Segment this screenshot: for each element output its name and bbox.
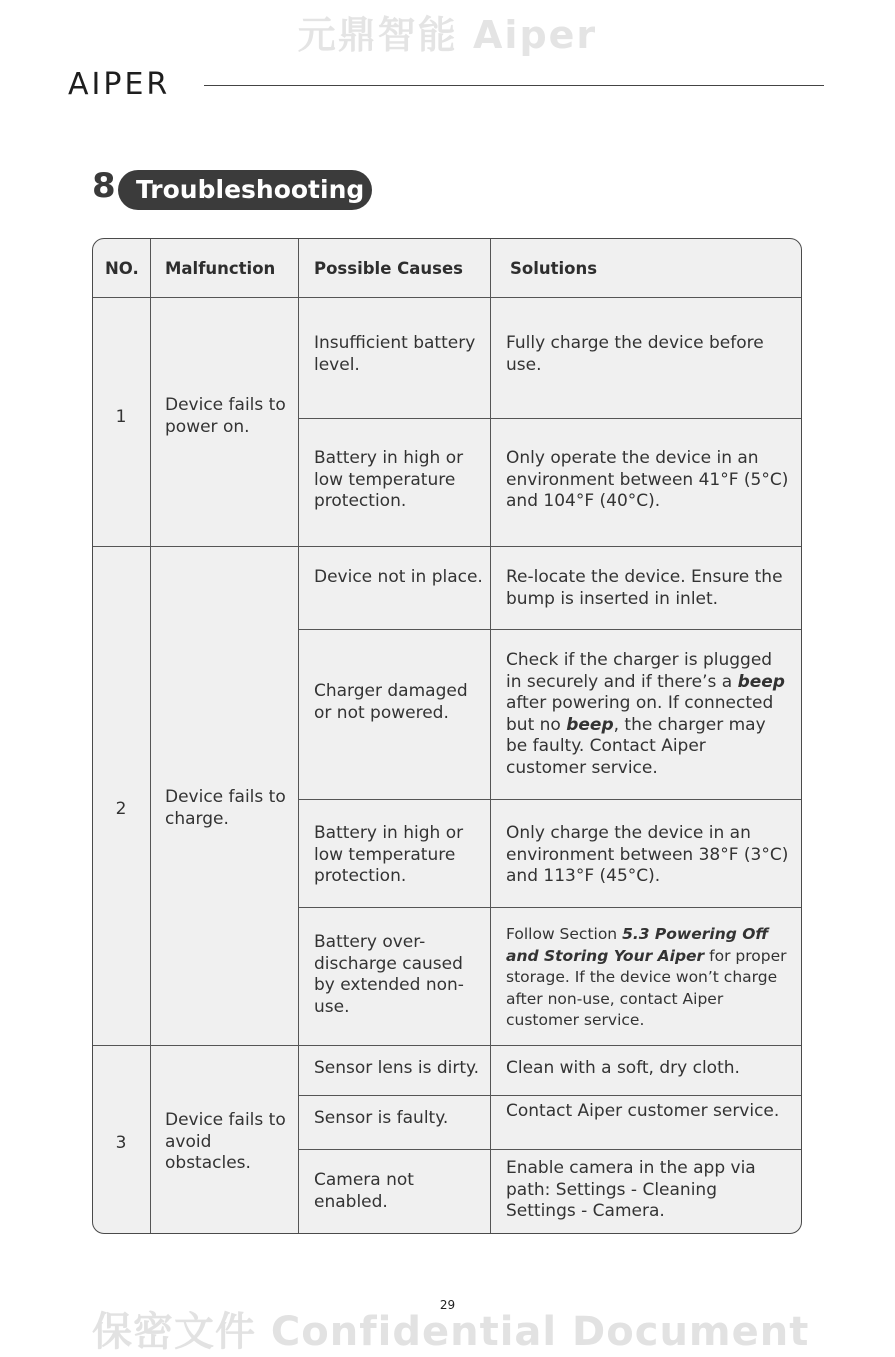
solution-cell: Only operate the device in an environment between 41°F (5°C) and 104°F (40°C). [506, 448, 789, 511]
watermark-top: 元鼎智能 Aiper [297, 13, 598, 57]
section-number: 8 [92, 166, 116, 206]
header-solutions: Solutions [510, 259, 598, 278]
solution-cell: Only charge the device in an environment between 38°F (3°C) and 113°F (45°C). [506, 823, 789, 886]
cause-cell: Battery over-discharge caused by extended non-use. [314, 932, 464, 1017]
cause-cell: Battery in high or low temperature protection. [314, 448, 464, 511]
header-rule [204, 85, 824, 86]
solution-text: Check if the charger is plugged in securely and if there’s a [506, 650, 773, 692]
malfunction-cell: Device fails to charge. [165, 787, 286, 829]
cause-cell: Sensor lens is dirty. [314, 1058, 480, 1078]
solution-text: , the charger may be faulty. Contact Aiper customer service. [506, 714, 766, 778]
cause-cell: Sensor is faulty. [314, 1108, 449, 1128]
row-number: 3 [115, 1133, 127, 1153]
solution-text: Follow Section [506, 925, 623, 943]
cause-cell: Charger damaged or not powered. [314, 681, 468, 723]
solution-cell [506, 924, 800, 1032]
emphasis-beep: beep [737, 671, 785, 692]
solution-cell [506, 650, 791, 779]
watermark-bottom: 保密文件 Confidential Document [92, 1309, 810, 1355]
section-reference: 5.3 Powering Off and Storing Your Aiper [506, 925, 769, 965]
cause-cell: Device not in place. [314, 567, 483, 587]
row-number: 2 [115, 799, 127, 819]
emphasis-beep: beep [566, 714, 614, 735]
solution-cell: Contact Aiper customer service. [506, 1101, 780, 1121]
cause-cell: Camera not enabled. [314, 1170, 414, 1212]
solution-text: for proper storage. If the device won’t charge after non-use, contact Aiper customer service. [506, 946, 787, 1029]
section-title: Troubleshooting [118, 170, 372, 210]
header-possible-causes: Possible Causes [314, 259, 463, 278]
header-no: NO. [105, 259, 139, 278]
solution-cell: Fully charge the device before use. [506, 333, 764, 375]
solution-cell: Enable camera in the app via path: Settings - Cleaning Settings - Camera. [506, 1158, 756, 1221]
row-number: 1 [115, 407, 127, 427]
solution-cell: Re-locate the device. Ensure the bump is inserted in inlet. [506, 567, 783, 609]
page-number: 29 [439, 1298, 456, 1312]
aiper-logo [68, 62, 198, 106]
cause-cell: Insufficient battery level. [314, 333, 476, 375]
malfunction-cell: Device fails to avoid obstacles. [165, 1110, 286, 1173]
solution-text: after powering on. If connected but no [506, 693, 774, 735]
solution-cell: Clean with a soft, dry cloth. [506, 1058, 740, 1078]
troubleshooting-table [92, 238, 802, 1234]
cause-cell: Battery in high or low temperature protection. [314, 823, 464, 886]
header-malfunction: Malfunction [165, 259, 276, 278]
svg-text:AIPER: AIPER [68, 67, 171, 102]
malfunction-cell: Device fails to power on. [165, 395, 286, 437]
